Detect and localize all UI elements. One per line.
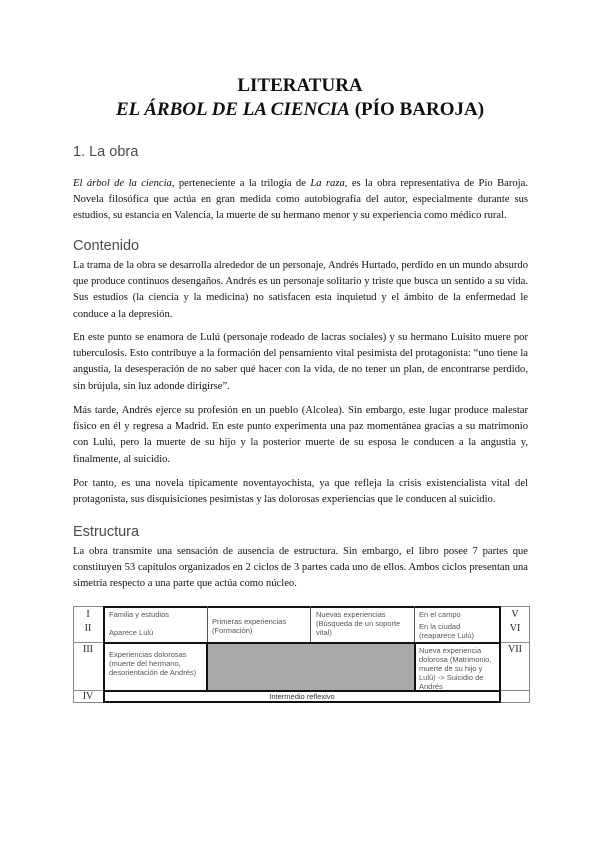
subtitle-book-title: EL ÁRBOL DE LA CIENCIA xyxy=(115,99,350,120)
cell-experiencias-dolorosas: Experiencias dolorosas (muerte del hermano, desorientación de Andrés) xyxy=(109,650,197,677)
paragraph-obra xyxy=(73,176,528,225)
part-vi-label: VI xyxy=(509,623,521,634)
page-subtitle xyxy=(0,98,600,122)
cell-intermedio-reflexivo: Intermedio reflexivo xyxy=(269,692,335,701)
cell-familia: Familia y estudios xyxy=(109,610,170,619)
paragraph-estructura: La obra transmite una sensación de ausencia de estructura. Sin embargo, el libro posee 7 partes que constituyen 53 capítulos organizados en 2 ciclos de 3 partes cada uno de ellos. Ambos ciclos presentan una simetría respecto a una parte que actúa como núcleo. xyxy=(73,546,528,590)
cell-nuevas-experiencias: Nuevas experiencias (Búsqueda de un soporte vital) xyxy=(316,610,401,637)
paragraph-contenido-3: Más tarde, Andrés ejerce su profesión en un pueblo (Alcolea). Sin embargo, este lugar produce malestar físico en él y regresa a Madrid. En este punto experimenta una paz momentánea gracias a su matrimonio con Lulú, pero la muerte de su hijo y la posterior muerte de su esposa le conducen a la angustia y, finalmente, al suicidio. xyxy=(73,405,528,465)
page-title: LITERATURA xyxy=(237,75,363,96)
heading-estructura: Estructura xyxy=(73,524,140,540)
paragraph-contenido-4: Por tanto, es una novela típicamente noventayochista, ya que refleja la crisis existencialista vital del protagonista, sus disquisiciones pesimistas y las dolorosas experiencias que le conducen al suicidio. xyxy=(73,478,528,506)
structure-table xyxy=(73,606,530,703)
cell-aparece-lulu: Aparece Lulú xyxy=(109,628,154,637)
cell-nueva-experiencia-dolorosa: Nueva experiencia dolorosa (Matrimonio, muerte de su hijo y Lulú) -> Suicidio de Andrés xyxy=(419,646,492,691)
table-core-shading xyxy=(208,644,414,690)
cell-primeras-experiencias: Primeras experiencias (Formación) xyxy=(212,617,287,635)
part-i-label: I xyxy=(86,609,90,620)
obra-trilogy-title: La raza xyxy=(310,178,345,189)
part-iv-label: IV xyxy=(82,691,94,702)
part-v-label: V xyxy=(511,609,519,620)
part-iii-label: III xyxy=(83,644,93,655)
heading-contenido: Contenido xyxy=(73,238,140,254)
cell-en-la-ciudad: En la ciudad (reaparece Lulú) xyxy=(419,622,475,640)
part-ii-label: II xyxy=(84,623,92,634)
obra-book-title: El árbol de la ciencia xyxy=(73,178,172,189)
obra-text-mid: , perteneciente a la trilogía de xyxy=(171,178,311,189)
paragraph-contenido-1: La trama de la obra se desarrolla alrededor de un personaje, Andrés Hurtado, perdido en un mundo absurdo que produce continuos desengaños. Andrés es un personaje solitario y triste que busca un sentido a su vida. Sus estudios (la ciencia y la medicina) no satisfacen esta inquietud y el ámbito de la enfermedad le conduce a la depresión. xyxy=(73,260,528,320)
subtitle-author: (PÍO BAROJA) xyxy=(349,99,485,120)
heading-la-obra: 1. La obra xyxy=(73,144,139,160)
obra-text-rest: , es la obra representativa de Pío Baroja. Novela filosófica que actúa en gran medida como autobiografía del autor, especialmente durante sus estudios, su estancia en Valencia, la muerte de su hermano menor y su experiencia como médico rural. xyxy=(73,178,528,222)
cell-en-el-campo: En el campo xyxy=(419,610,461,619)
part-vii-label: VII xyxy=(508,644,522,655)
paragraph-contenido-2: En este punto se enamora de Lulú (personaje rodeado de lacras sociales) y su hermano Luisito muere por tuberculosis. Esto contribuye a la formación del pensamiento vital pesimista del protagonista: “uno tiene la angustia, la desesperación de no saber qué hacer con la vida, de no tener un plan, de encontrarse perdido, sin brújula, sin luz adonde dirigirse”. xyxy=(73,332,528,392)
